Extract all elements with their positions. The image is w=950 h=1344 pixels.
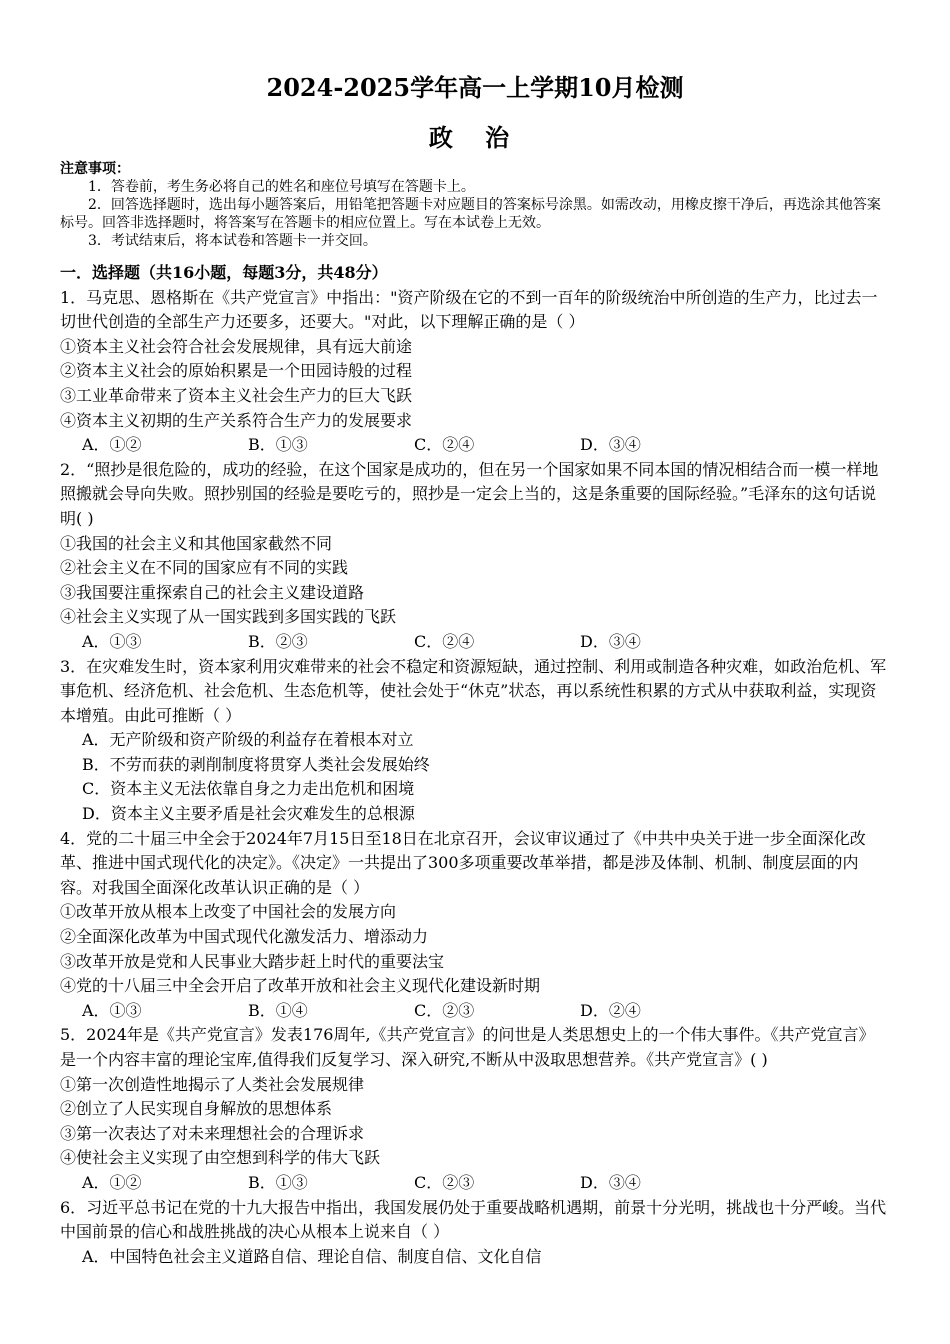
question-stem: 6．习近平总书记在党的十九大报告中指出，我国发展仍处于重要战略机遇期，前景十分光明，挑战也十分严峻。当代中国前景的信心和战胜挑战的决心从根本上说来自（ ） — [60, 1197, 887, 1242]
option-d: D．资本主义主要矛盾是社会灾难发生的总根源 — [82, 804, 415, 824]
question-stem: 4．党的二十届三中全会于2024年7月15日至18日在北京召开，会议审议通过了《中共中央关于进一步全面深化改革、推进中国式现代化的决定》。《决定》一共提出了300多项重要改革举措，都是涉及体制、机制、制度层面的内容。对我国全面深化改革认识正确的是（ ） — [60, 828, 866, 897]
option-a: A．①② — [82, 1172, 142, 1192]
statement: ④资本主义初期的生产关系符合生产力的发展要求 — [60, 410, 413, 430]
question-4 — [60, 827, 890, 1024]
subject-title: 政 治 — [428, 123, 522, 152]
option-c: C．②③ — [414, 1000, 475, 1020]
statement: ④使社会主义实现了由空想到科学的伟大飞跃 — [60, 1148, 381, 1168]
option-a: A．①② — [82, 435, 142, 455]
option-c: C．②④ — [414, 435, 475, 455]
statement: ②资本主义社会的原始积累是一个田园诗般的过程 — [60, 361, 413, 381]
questions-area — [60, 261, 890, 1269]
notice-block — [60, 160, 892, 250]
notice-heading: 注意事项： — [60, 161, 130, 177]
section-heading: 一．选择题（共16小题，每题3分，共48分） — [60, 263, 388, 282]
notice-item: 2．回答选择题时，选出每小题答案后，用铅笔把答题卡对应题目的答案标号涂黑。如需改动，用橡皮擦干净后，再选涂其他答案标号。回答非选择题时，将答案写在答题卡的相应位置上。写在本试卷上无效。 — [60, 197, 881, 231]
question-stem: 5．2024年是《共产党宣言》发表176周年,《共产党宣言》的问世是人类思想史上的一个伟大事件。《共产党宣言》是一个内容丰富的理论宝库,值得我们反复学习、深入研究,不断从中汲取思想营养。《共产党宣言》( ) — [60, 1025, 875, 1069]
option-d: D．③④ — [580, 1172, 641, 1192]
statement: ①第一次创造性地揭示了人类社会发展规律 — [60, 1074, 365, 1094]
option-row — [60, 999, 890, 1024]
notice-item: 1．答卷前，考生务必将自己的姓名和座位号填写在答题卡上。 — [88, 179, 475, 195]
option-row — [60, 1171, 890, 1196]
option-b: B．不劳而获的剥削制度将贯穿人类社会发展始终 — [82, 754, 430, 774]
option-b: B．①③ — [248, 1172, 308, 1192]
option-a: A．无产阶级和资产阶级的利益存在着根本对立 — [82, 730, 414, 750]
question-1 — [60, 286, 890, 458]
statement: ③工业革命带来了资本主义社会生产力的巨大飞跃 — [60, 385, 413, 405]
question-stem: 1．马克思、恩格斯在《共产党宣言》中指出："资产阶级在它的不到一百年的阶级统治中所创造的生产力，比过去一切世代创造的全部生产力还要多，还要大。"对此，以下理解正确的是（ ） — [60, 287, 878, 332]
option-b: B．②③ — [248, 631, 308, 651]
notice-item: 3．考试结束后，将本试卷和答题卡一并交回。 — [88, 233, 377, 249]
statement: ③改革开放是党和人民事业大踏步赶上时代的重要法宝 — [60, 951, 445, 971]
option-a: A．①③ — [82, 631, 142, 651]
question-6 — [60, 1196, 890, 1270]
option-row — [60, 433, 890, 458]
option-c: C．②④ — [414, 631, 475, 651]
option-row — [60, 630, 890, 655]
statement: ③第一次表达了对未来理想社会的合理诉求 — [60, 1123, 365, 1143]
statement: ②全面深化改革为中国式现代化激发活力、增添动力 — [60, 927, 429, 947]
option-d: D．③④ — [580, 435, 641, 455]
option-c: C．②③ — [414, 1172, 475, 1192]
statement: ④党的十八届三中全会开启了改革开放和社会主义现代化建设新时期 — [60, 976, 541, 996]
question-3 — [60, 655, 890, 827]
statement: ①资本主义社会符合社会发展规律，具有远大前途 — [60, 336, 413, 356]
option-c: C．资本主义无法依靠自身之力走出危机和困境 — [82, 779, 415, 799]
statement: ③我国要注重探索自己的社会主义建设道路 — [60, 582, 365, 602]
option-d: D．②④ — [580, 1000, 641, 1020]
statement: ②创立了人民实现自身解放的思想体系 — [60, 1099, 333, 1119]
statement: ④社会主义实现了从一国实践到多国实践的飞跃 — [60, 607, 397, 627]
statement: ②社会主义在不同的国家应有不同的实践 — [60, 558, 349, 578]
option-b: B．①③ — [248, 435, 308, 455]
question-stem: 2．“照抄是很危险的，成功的经验，在这个国家是成功的，但在另一个国家如果不同本国的情况相结合而一模一样地照搬就会导向失败。照抄别国的经验是要吃亏的，照抄是一定会上当的，这是条重要的国际经验。”毛泽东的这句话说明( ) — [60, 459, 879, 528]
statement: ①我国的社会主义和其他国家截然不同 — [60, 533, 333, 553]
question-stem: 3．在灾难发生时，资本家利用灾难带来的社会不稳定和资源短缺，通过控制、利用或制造各种灾难，如政治危机、军事危机、经济危机、社会危机、生态危机等，使社会处于“休克”状态，再以系统性积累的方式从中获取利益，实现资本增殖。由此可推断（ ） — [60, 656, 887, 725]
exam-title: 2024-2025学年高一上学期10月检测 — [266, 73, 684, 102]
question-2 — [60, 458, 890, 655]
option-a: A．①③ — [82, 1000, 142, 1020]
question-5 — [60, 1023, 890, 1195]
option-b: B．①④ — [248, 1000, 308, 1020]
option-a: A．中国特色社会主义道路自信、理论自信、制度自信、文化自信 — [82, 1246, 542, 1266]
statement: ①改革开放从根本上改变了中国社会的发展方向 — [60, 902, 397, 922]
option-d: D．③④ — [580, 631, 641, 651]
